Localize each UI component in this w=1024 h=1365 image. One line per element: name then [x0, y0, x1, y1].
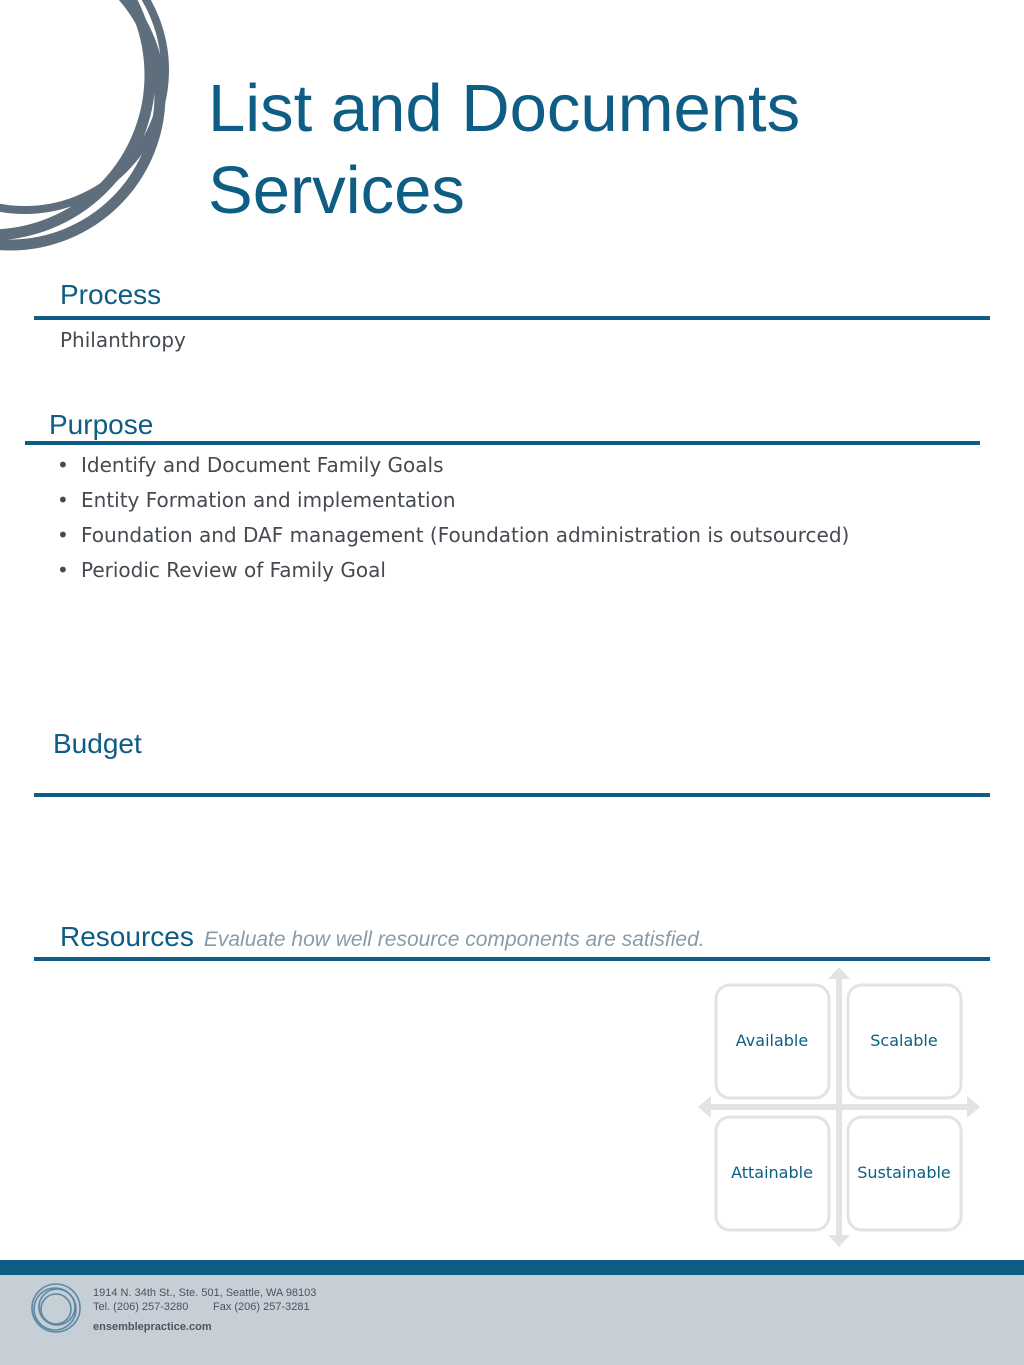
quadrant-label-available: Available	[735, 1031, 809, 1050]
footer-website[interactable]: ensemblepractice.com	[93, 1321, 212, 1333]
purpose-list	[57, 450, 849, 590]
page-title	[208, 68, 800, 232]
quadrant-label-attainable: Attainable	[731, 1163, 813, 1182]
footer-rings-logo-icon	[28, 1281, 86, 1337]
process-divider	[34, 316, 990, 320]
process-value: Philanthropy	[60, 328, 186, 352]
list-item: • Periodic Review of Family Goal	[57, 555, 849, 590]
rings-logo-icon	[0, 0, 200, 260]
quadrant-label-scalable: Scalable	[870, 1031, 938, 1050]
budget-heading: Budget	[53, 728, 142, 759]
resources-quadrant-diagram	[695, 965, 985, 1250]
resources-subtitle: Evaluate how well resource components are satisfied.	[203, 928, 705, 951]
footer	[0, 1275, 1024, 1365]
title-line-2: Services	[208, 153, 465, 228]
resources-heading: Resources	[60, 921, 194, 952]
footer-fax: Fax (206) 257-3281	[213, 1301, 310, 1313]
budget-divider	[34, 793, 990, 797]
list-item: • Foundation and DAF management (Foundation administration is outsourced)	[57, 520, 849, 555]
quadrant-label-sustainable: Sustainable	[857, 1163, 951, 1182]
resources-divider	[34, 957, 990, 961]
list-item: • Identify and Document Family Goals	[57, 450, 849, 485]
footer-band	[0, 1260, 1024, 1275]
process-heading: Process	[60, 279, 162, 310]
footer-tel: Tel. (206) 257-3280	[93, 1301, 189, 1313]
list-item: • Entity Formation and implementation	[57, 485, 849, 520]
title-line-1: List and Documents	[208, 71, 801, 146]
footer-address: 1914 N. 34th St., Ste. 501, Seattle, WA 98103	[93, 1287, 317, 1299]
purpose-heading: Purpose	[49, 409, 154, 440]
purpose-divider	[25, 441, 980, 445]
resources-heading-row	[60, 921, 705, 953]
